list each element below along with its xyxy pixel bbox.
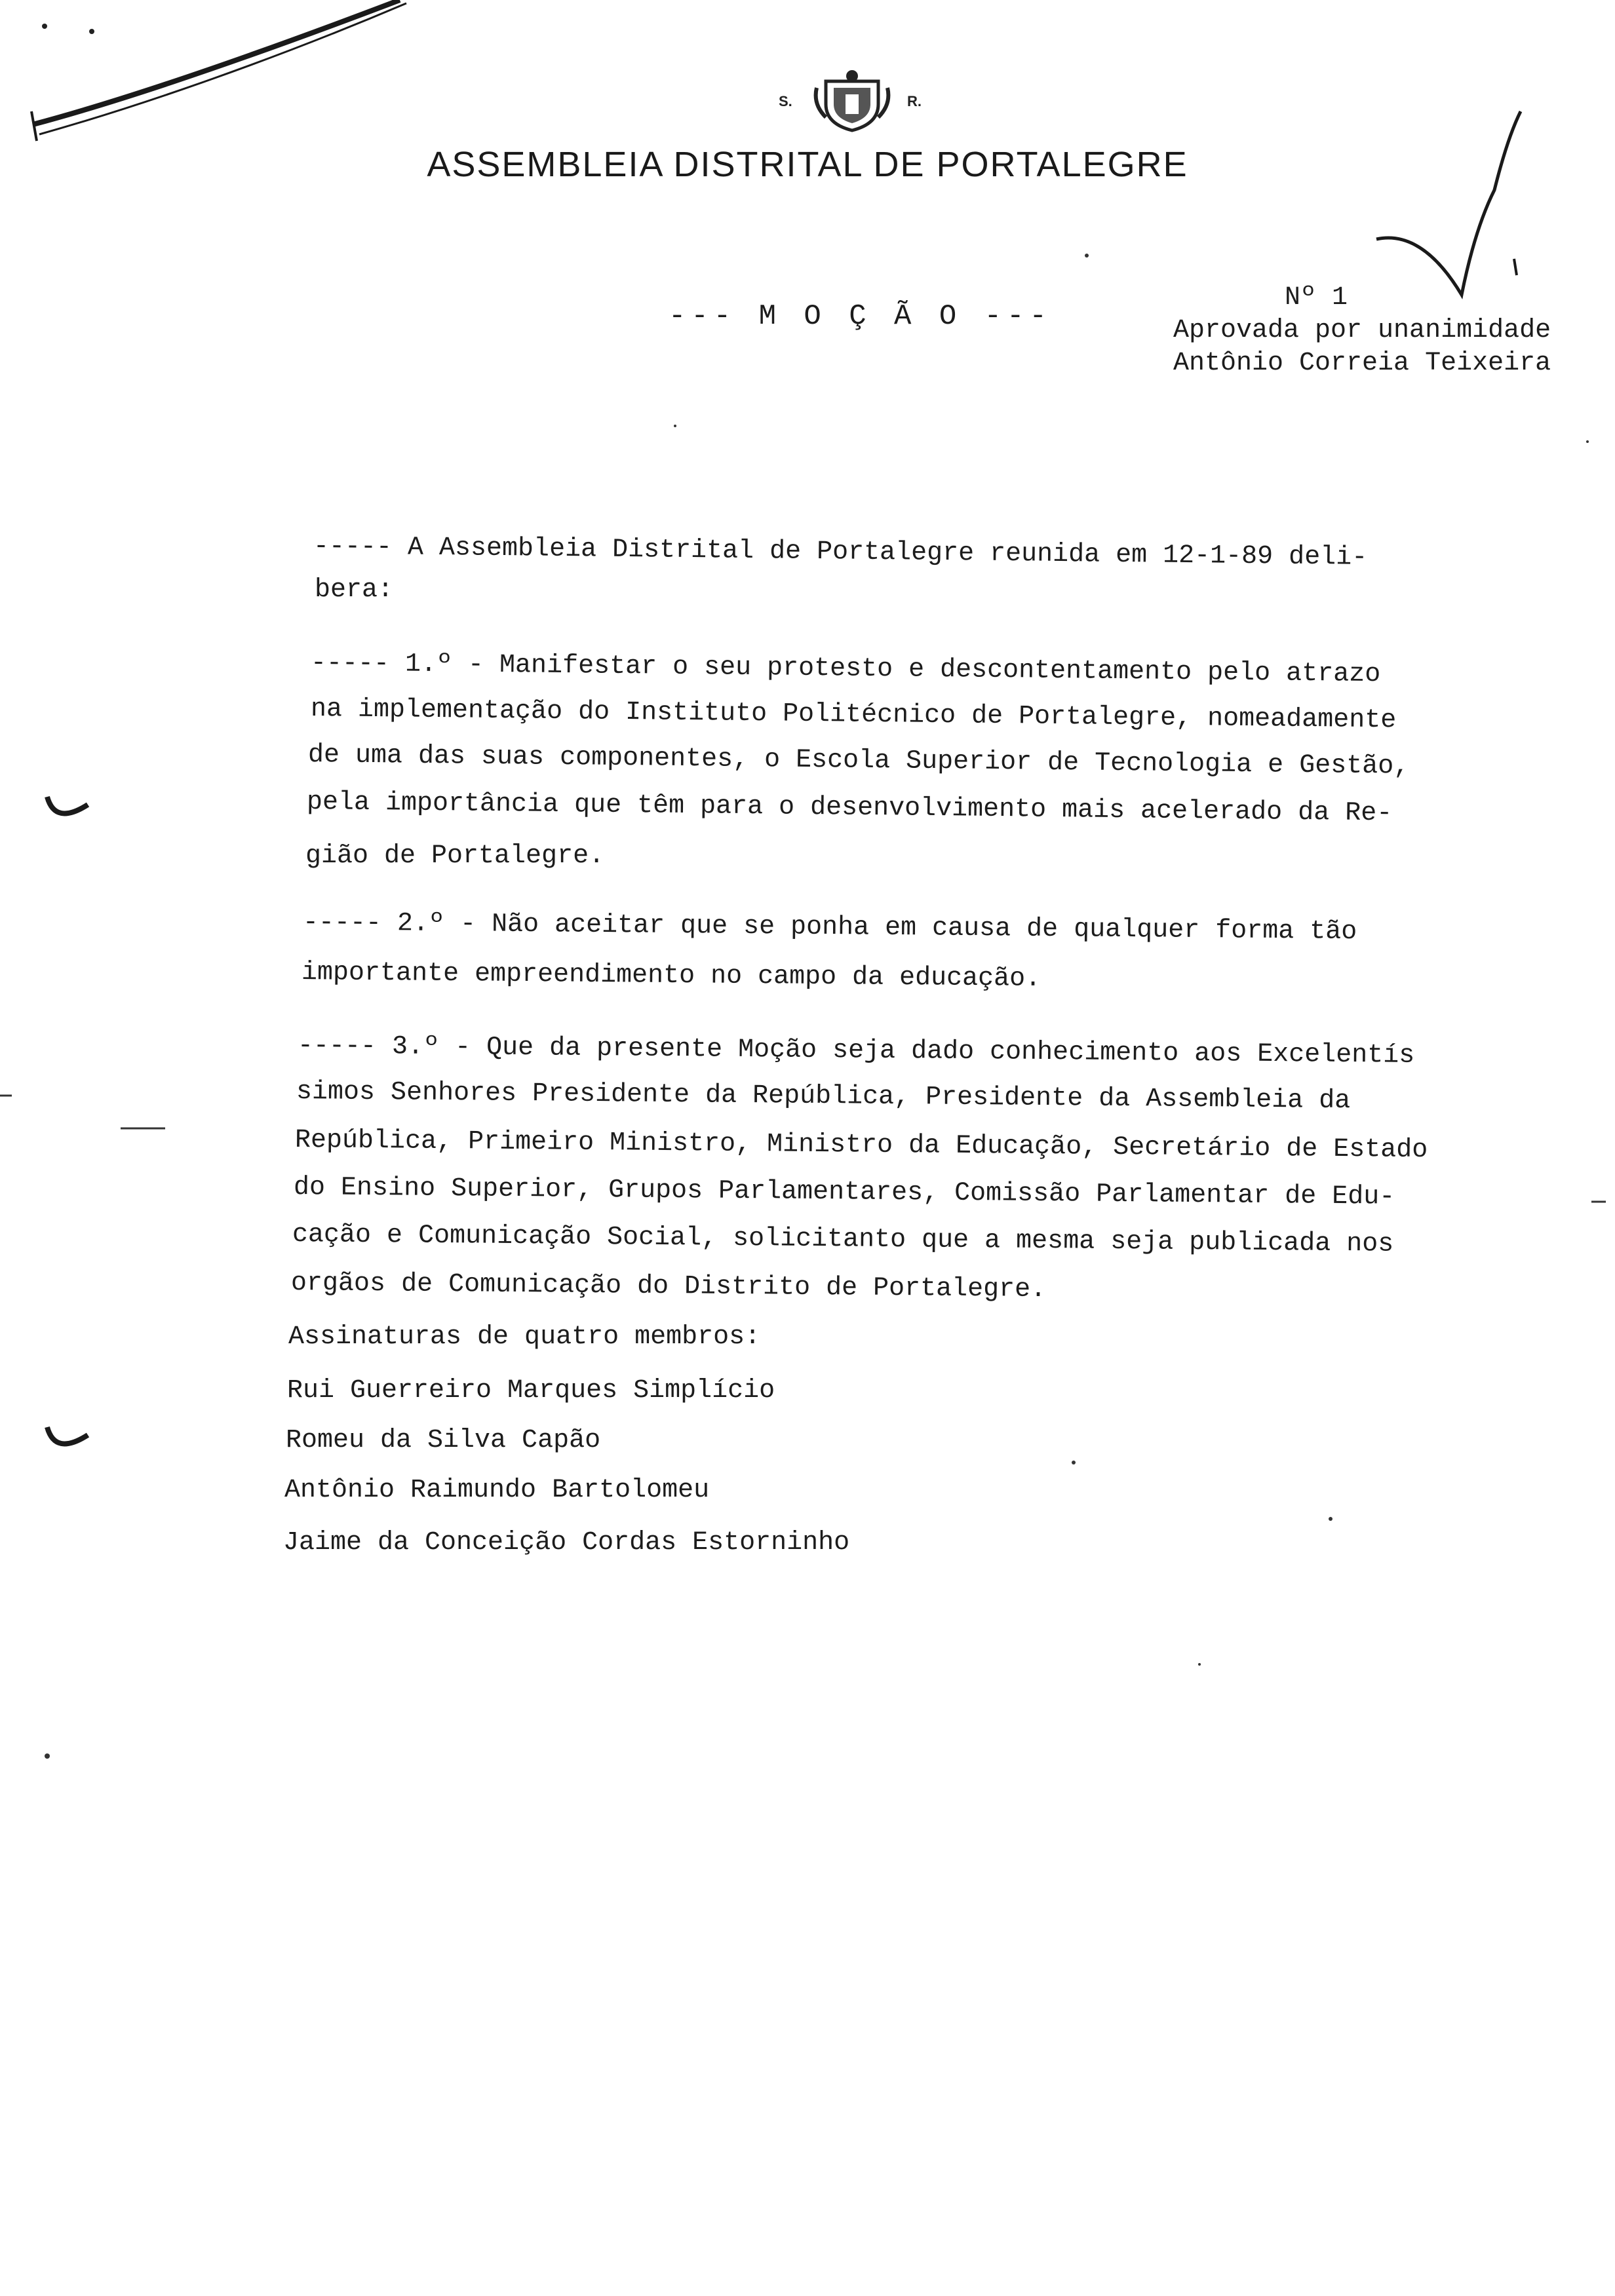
body-line: simos Senhores Presidente da República, Presidente da Assembleia da	[296, 1077, 1351, 1117]
approval-note: Aprovada por unanimidade	[1173, 316, 1551, 345]
signature-name: Romeu da Silva Capão	[286, 1426, 601, 1455]
body-line: cação e Comunicação Social, solicitanto que a mesma seja publicada nos	[292, 1220, 1394, 1259]
body-line: de uma das suas componentes, o Escola Superior de Tecnologia e Gestão,	[307, 740, 1410, 782]
body-line: bera:	[315, 575, 394, 605]
body-line: gião de Portalegre.	[305, 841, 605, 871]
body-line: importante empreendimento no campo da educação.	[301, 958, 1041, 994]
organization-name: ASSEMBLEIA DISTRITAL DE PORTALEGRE	[427, 145, 1188, 184]
body-line: na implementação do Instituto Politécnico de Portalegre, nomeadamente	[310, 695, 1397, 736]
body-line: orgãos de Comunicação do Distrito de Portalegre.	[290, 1269, 1047, 1305]
body-line: pela importância que têm para o desenvolvimento mais acelerado da Re-	[306, 788, 1393, 829]
body-line: ----- 2.º - Não aceitar que se ponha em causa de qualquer forma tão	[302, 908, 1357, 947]
body-line: República, Primeiro Ministro, Ministro da Educação, Secretário de Estado	[294, 1126, 1428, 1166]
body-line: ----- A Assembleia Distrital de Portalegre reunida em 12-1-89 deli-	[313, 532, 1368, 573]
approval-name: Antônio Correia Teixeira	[1173, 349, 1551, 378]
signature-name: Rui Guerreiro Marques Simplício	[287, 1376, 775, 1406]
signatures-heading: Assinaturas de quatro membros:	[288, 1322, 761, 1352]
body-line: do Ensino Superior, Grupos Parlamentares, Comissão Parlamentar de Edu-	[293, 1173, 1395, 1212]
document-number: Nº 1	[1285, 283, 1348, 313]
body-line: ----- 1.º - Manifestar o seu protesto e descontentamento pelo atrazo	[310, 649, 1381, 690]
signature-name: Antônio Raimundo Bartolomeu	[284, 1476, 710, 1505]
document-title: --- M O Ç Ã O ---	[669, 300, 1052, 333]
seal-letter-s: S.	[779, 93, 792, 109]
body-line: ----- 3.º - Que da presente Moção seja dado conhecimento aos Excelentís	[297, 1031, 1415, 1071]
signature-name: Jaime da Conceição Cordas Estorninho	[283, 1528, 850, 1558]
seal-letter-r: R.	[907, 93, 922, 109]
